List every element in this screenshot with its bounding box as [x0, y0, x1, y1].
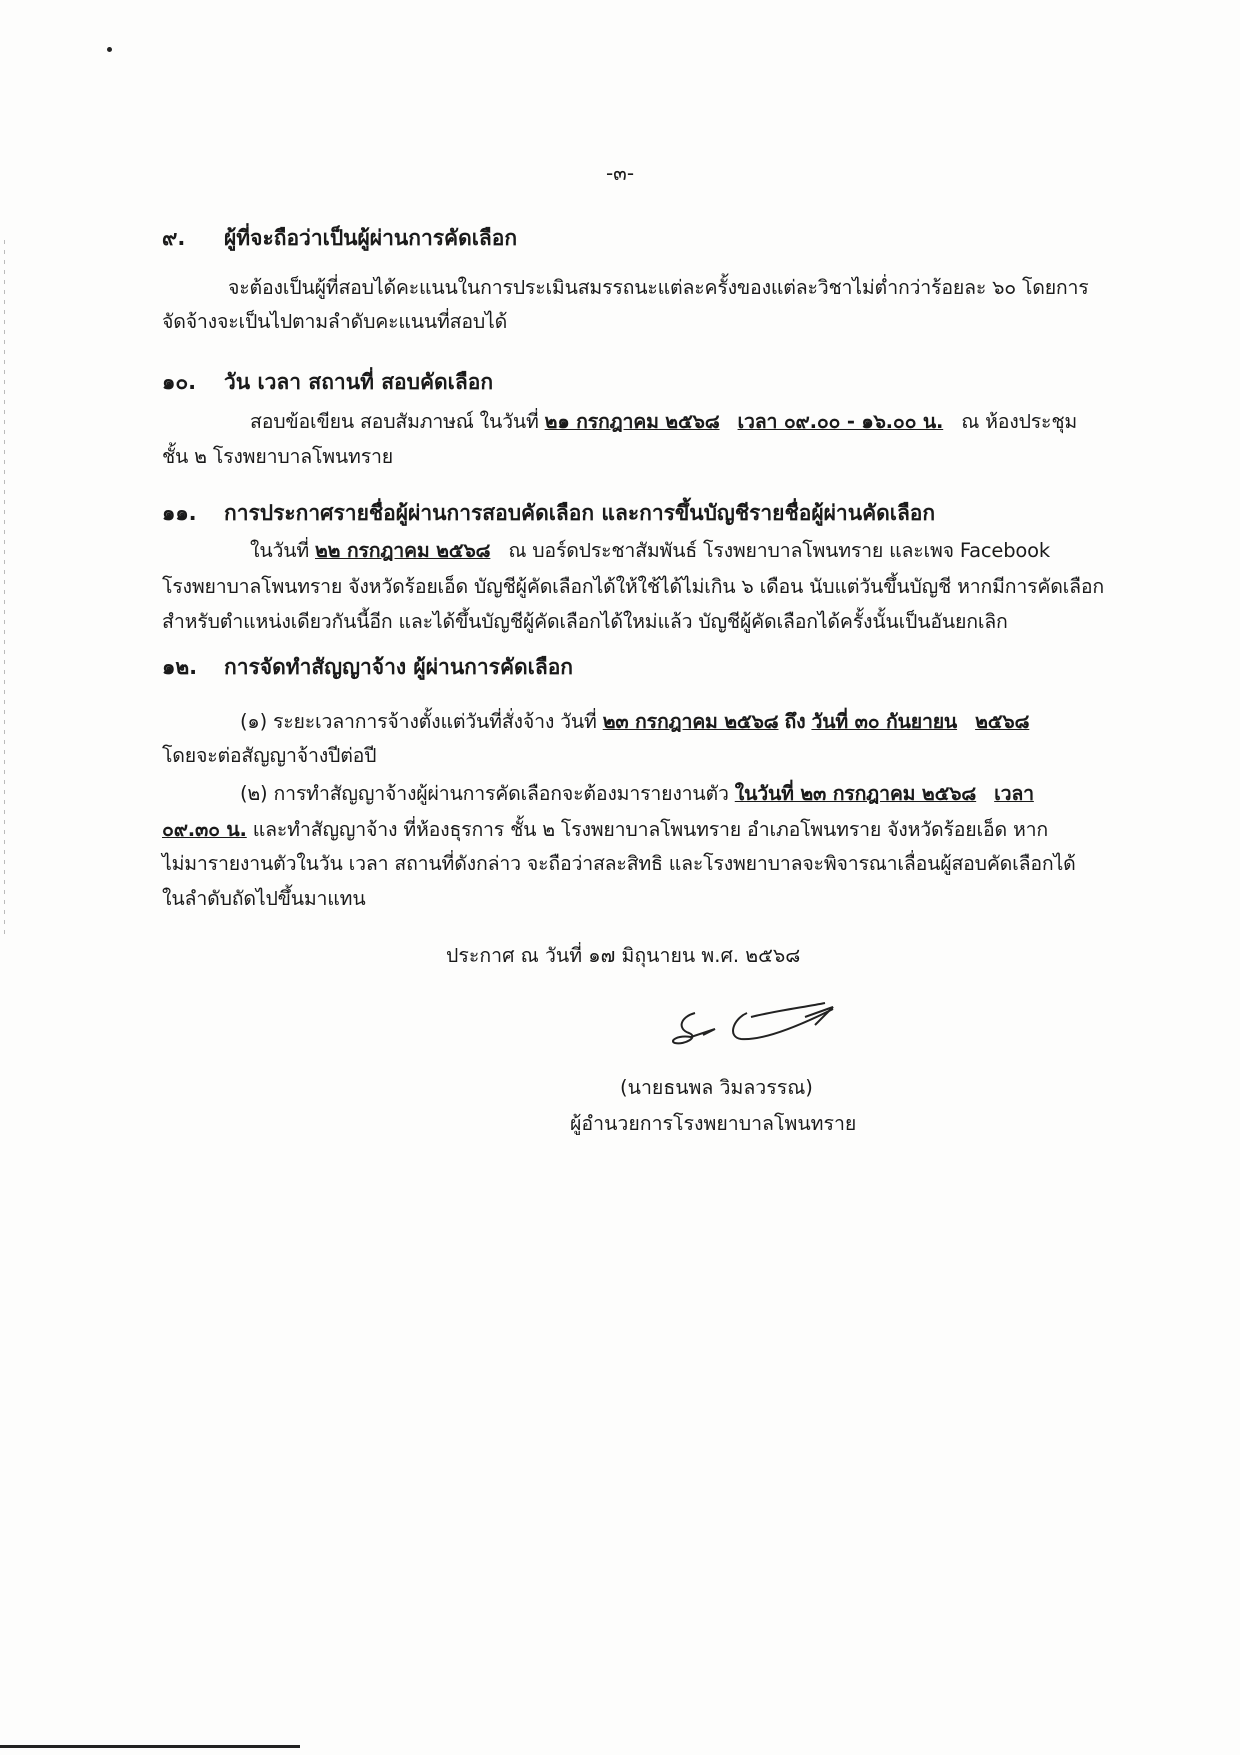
section-title: ผู้ที่จะถือว่าเป็นผู้ผ่านการคัดเลือก	[224, 226, 518, 250]
text-run: ณ ห้องประชุม	[961, 410, 1078, 433]
section-title: การจัดทำสัญญาจ้าง ผู้ผ่านการคัดเลือก	[224, 655, 574, 679]
exam-time: เวลา ๐๙.๐๐ - ๑๖.๐๐ น.	[737, 410, 944, 433]
signer-title: ผู้อำนวยการโรงพยาบาลโพนทราย	[570, 1112, 857, 1135]
paragraph-line	[162, 814, 1048, 845]
paragraph-line: สำหรับตำแหน่งเดียวกันนี้อีก และได้ขึ้นบัญชีผู้คัดเลือกได้ใหม่แล้ว บัญชีผู้คัดเลือกได้ครั้งนั้นเป็นอันยกเลิก	[162, 610, 1008, 633]
paragraph-line	[240, 778, 1034, 809]
section-number: ๑๑.	[162, 501, 197, 525]
scan-speck	[107, 47, 112, 52]
text-run: ณ บอร์ดประชาสัมพันธ์ โรงพยาบาลโพนทราย และเพจ Facebook	[508, 539, 1050, 562]
contract-start-date: ๒๓ กรกฎาคม ๒๕๖๘	[602, 710, 779, 733]
section-title: วัน เวลา สถานที่ สอบคัดเลือก	[224, 370, 494, 394]
paragraph-line: ไม่มารายงานตัวในวัน เวลา สถานที่ดังกล่าว จะถือว่าสละสิทธิ และโรงพยาบาลจะพิจารณาเลื่อนผู้สอบคัดเลือกได้	[162, 852, 1076, 875]
page-number: -๓-	[605, 161, 635, 185]
text-run: และทำสัญญาจ้าง ที่ห้องธุรการ ชั้น ๒ โรงพยาบาลโพนทราย อำเภอโพนทราย จังหวัดร้อยเอ็ด หาก	[252, 818, 1048, 841]
announcement-date: ประกาศ ณ วันที่ ๑๗ มิถุนายน พ.ศ. ๒๕๖๘	[446, 944, 801, 967]
paragraph-line: จัดจ้างจะเป็นไปตามลำดับคะแนนที่สอบได้	[162, 310, 508, 333]
report-time: ๐๙.๓๐ น.	[162, 818, 247, 841]
section-title: การประกาศรายชื่อผู้ผ่านการสอบคัดเลือก และการขึ้นบัญชีรายชื่อผู้ผ่านคัดเลือก	[224, 501, 936, 525]
text-run: ในวันที่	[250, 539, 309, 562]
paragraph-line	[250, 535, 1050, 566]
text-run: ถึง	[784, 710, 806, 733]
section-number: ๙.	[162, 226, 186, 250]
section-number: ๑๒.	[162, 655, 198, 679]
section-number: ๑๐.	[162, 370, 197, 394]
text-run: (๒) การทำสัญญาจ้างผู้ผ่านการคัดเลือกจะต้องมารายงานตัว	[240, 782, 729, 805]
margin-shadow	[4, 240, 5, 940]
signature-image	[655, 995, 855, 1065]
section-10-heading	[162, 366, 493, 399]
paragraph-line: โดยจะต่อสัญญาจ้างปีต่อปี	[162, 744, 377, 767]
paragraph-line: โรงพยาบาลโพนทราย จังหวัดร้อยเอ็ด บัญชีผู้คัดเลือกได้ให้ใช้ได้ไม่เกิน ๖ เดือน นับแต่วันขึ้นบัญชี หากมีการคัดเลือก	[162, 575, 1105, 598]
scan-edge-bar	[0, 1745, 300, 1748]
section-11-heading	[162, 497, 935, 530]
contract-end-date: วันที่ ๓๐ กันยายน	[811, 710, 958, 733]
section-9-heading	[162, 222, 517, 255]
paragraph-line	[240, 706, 1029, 737]
contract-end-year: ๒๕๖๘	[975, 710, 1030, 733]
exam-date: ๒๑ กรกฎาคม ๒๕๖๘	[544, 410, 720, 433]
paragraph-line: ชั้น ๒ โรงพยาบาลโพนทราย	[162, 445, 393, 468]
announce-date: ๒๒ กรกฎาคม ๒๕๖๘	[315, 539, 491, 562]
report-time-label: เวลา	[994, 782, 1034, 805]
paragraph-line: จะต้องเป็นผู้ที่สอบได้คะแนนในการประเมินสมรรถนะแต่ละครั้งของแต่ละวิชาไม่ต่ำกว่าร้อยละ ๖๐ โดยการ	[228, 276, 1089, 299]
text-run: (๑) ระยะเวลาการจ้างตั้งแต่วันที่สั่งจ้าง วันที่	[240, 710, 597, 733]
report-date: ในวันที่ ๒๓ กรกฎาคม ๒๕๖๘	[734, 782, 977, 805]
section-12-heading	[162, 651, 573, 684]
paragraph-line	[250, 406, 1077, 437]
text-run: สอบข้อเขียน สอบสัมภาษณ์ ในวันที่	[250, 410, 539, 433]
signer-name: (นายธนพล วิมลวรรณ)	[620, 1076, 813, 1099]
paragraph-line: ในลำดับถัดไปขึ้นมาแทน	[162, 887, 366, 910]
